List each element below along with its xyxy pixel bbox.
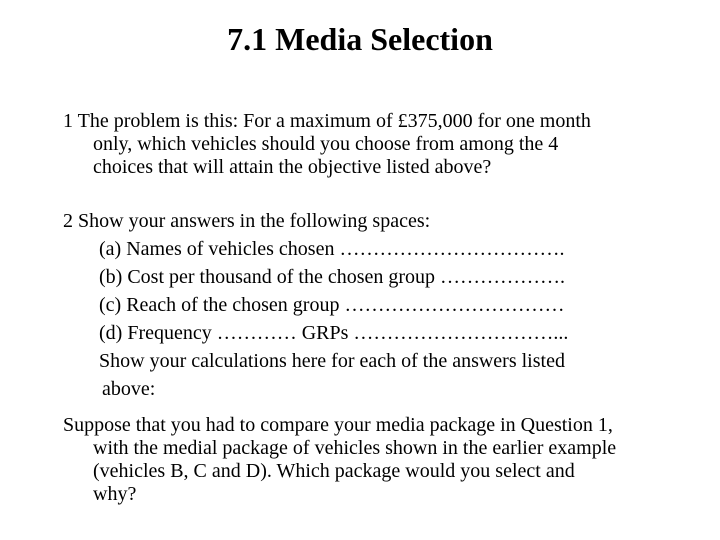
question-3: [63, 414, 616, 506]
question-1-line: 1 The problem is this: For a maximum of £375,000 for one month: [63, 110, 591, 132]
calculations-instruction: above:: [102, 378, 156, 400]
question-3-line: why?: [93, 483, 137, 505]
answer-line-c: (c) Reach of the chosen group ……………………………: [99, 294, 565, 316]
question-1-line: choices that will attain the objective listed above?: [93, 156, 492, 178]
slide-title: 7.1 Media Selection: [227, 21, 493, 57]
answer-line-b: (b) Cost per thousand of the chosen group ……………….: [99, 266, 566, 288]
answer-line-a: (a) Names of vehicles chosen …………………………….: [99, 238, 565, 260]
answer-line-d: (d) Frequency ………… GRPs …………………………...: [99, 322, 569, 344]
question-1: [63, 110, 591, 179]
question-1-line: only, which vehicles should you choose from among the 4: [93, 133, 559, 155]
calculations-instruction: Show your calculations here for each of the answers listed: [99, 350, 565, 372]
question-2-intro: 2 Show your answers in the following spaces:: [63, 210, 431, 232]
question-2: [63, 207, 568, 403]
question-3-line: Suppose that you had to compare your media package in Question 1,: [63, 414, 613, 436]
question-3-line: (vehicles B, C and D). Which package would you select and: [93, 460, 575, 482]
question-3-line: with the medial package of vehicles shown in the earlier example: [93, 437, 617, 459]
